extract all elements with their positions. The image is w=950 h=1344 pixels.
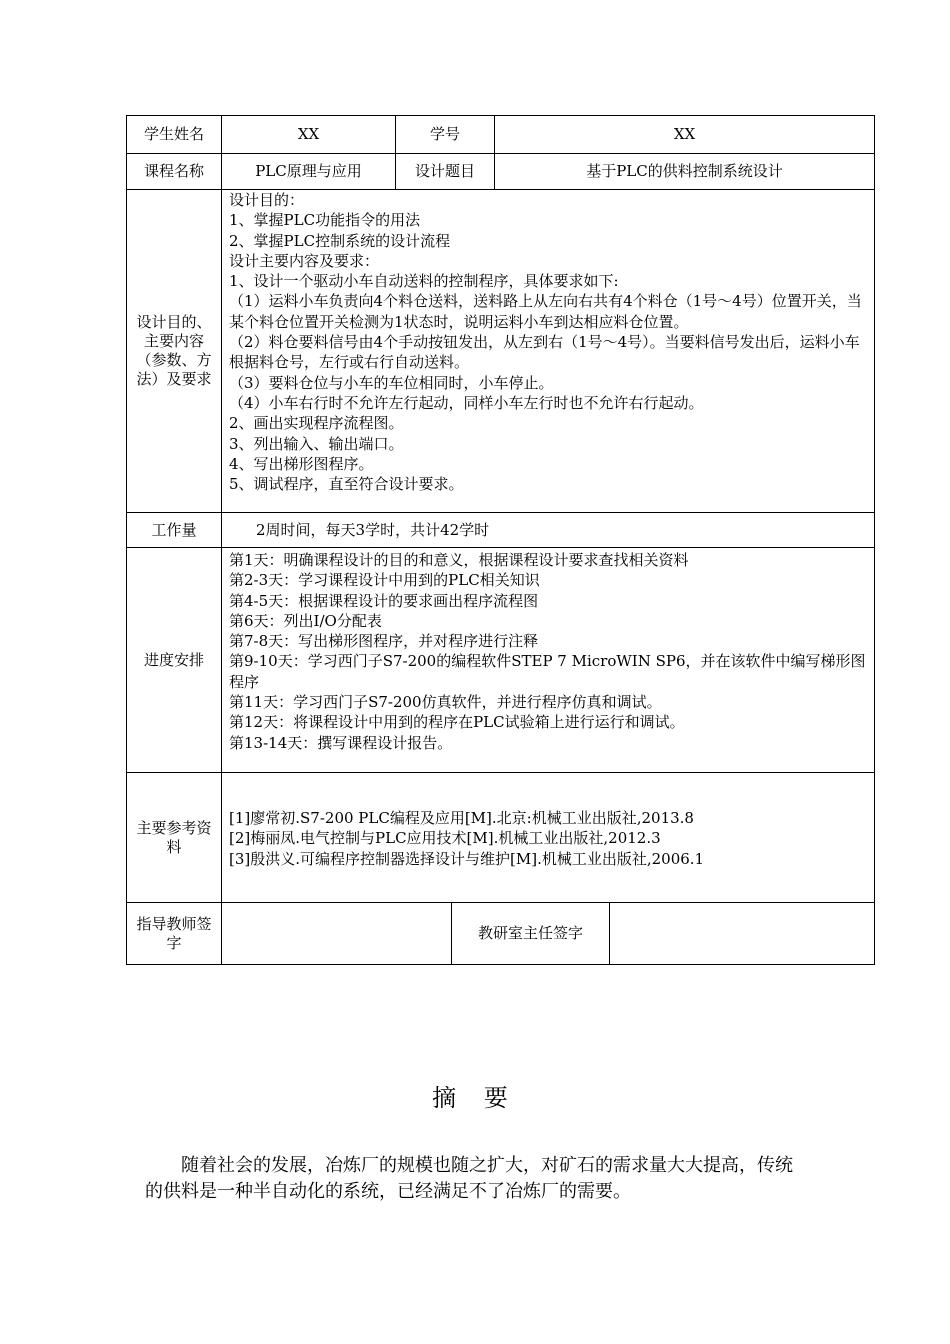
design-line: （4）小车右行时不允许左行起动，同样小车左行时也不允许右行起动。 — [229, 393, 704, 412]
schedule-content — [229, 550, 870, 753]
schedule-line: 第7-8天：写出梯形图程序，并对程序进行注释 — [229, 632, 539, 651]
design-line: 2、画出实现程序流程图。 — [229, 414, 404, 433]
design-line: 2、掌握PLC控制系统的设计流程 — [229, 231, 451, 250]
student-id-value: XX — [673, 125, 696, 143]
schedule-line: 第4-5天：根据课程设计的要求画出程序流程图 — [229, 591, 539, 610]
references-content — [229, 808, 870, 869]
design-line: 3、列出输入、输出端口。 — [229, 434, 404, 453]
course-name-value: PLC原理与应用 — [255, 162, 362, 180]
schedule-line: 第9-10天：学习西门子S7-200的编程软件STEP 7 MicroWIN SP6，并在该软件中编写梯形图程序 — [229, 652, 866, 691]
schedule-line: 第1天：明确课程设计的目的和意义，根据课程设计要求查找相关资料 — [229, 551, 689, 569]
design-line: （2）料仓要料信号由4个手动按钮发出，从左到右（1号～4号）。当要料信号发出后，运料小车根据料仓号，左行或右行自动送料。 — [229, 333, 860, 372]
design-line: 设计目的： — [229, 191, 305, 209]
workload-value: 2周时间，每天3学时，共计42学时 — [256, 521, 490, 539]
design-content — [229, 190, 870, 494]
student-name-label: 学生姓名 — [143, 125, 204, 143]
director-signature-label: 教研室主任签字 — [477, 924, 583, 942]
design-topic-value: 基于PLC的供料控制系统设计 — [586, 162, 783, 180]
design-line: 5、调试程序，直至符合设计要求。 — [229, 475, 464, 494]
design-section-label: 设计目的、主要内容（参数、方法）及要求 — [136, 313, 212, 388]
teacher-signature-field[interactable] — [222, 903, 451, 964]
design-line: （3）要料仓位与小车的车位相同时，小车停止。 — [229, 373, 554, 392]
design-line: 1、掌握PLC功能指令的用法 — [229, 211, 421, 230]
design-line: 4、写出梯形图程序。 — [229, 454, 374, 473]
schedule-line: 第6天：列出I/O分配表 — [229, 611, 382, 630]
references-label: 主要参考资料 — [136, 818, 212, 856]
schedule-line: 第2-3天：学习课程设计中用到的PLC相关知识 — [229, 571, 540, 590]
director-signature-field[interactable] — [610, 903, 874, 964]
reference-item: [2]梅丽凤.电气控制与PLC应用技术[M].机械工业出版社,2012.3 — [229, 829, 661, 848]
student-id-label: 学号 — [429, 125, 460, 143]
schedule-line: 第13-14天：撰写课程设计报告。 — [229, 733, 453, 752]
design-line: 设计主要内容及要求： — [229, 251, 380, 270]
reference-item: [1]廖常初.S7-200 PLC编程及应用[M].北京:机械工业出版社,2013.8 — [229, 809, 694, 827]
student-name-value: XX — [297, 125, 320, 143]
design-line: 1、设计一个驱动小车自动送料的控制程序，具体要求如下: — [229, 272, 619, 291]
reference-item: [3]殷洪义.可编程序控制器选择设计与维护[M].机械工业出版社,2006.1 — [229, 849, 705, 868]
workload-label: 工作量 — [151, 520, 197, 539]
course-name-label: 课程名称 — [143, 162, 204, 180]
teacher-signature-label: 指导教师签字 — [136, 914, 212, 952]
schedule-line: 第12天：将课程设计中用到的程序在PLC试验箱上进行运行和调试。 — [229, 713, 685, 732]
design-line: （1）运料小车负责向4个料仓送料，送料路上从左向右共有4个料仓（1号～4号）位置开关，当某个料仓位置开关检测为1状态时，说明运料小车到达相应料仓位置。 — [229, 292, 862, 331]
abstract-title: 摘 要 — [432, 1084, 518, 1112]
schedule-line: 第11天：学习西门子S7-200仿真软件，并进行程序仿真和调试。 — [229, 693, 662, 712]
schedule-label: 进度安排 — [143, 650, 204, 669]
design-topic-label: 设计题目 — [414, 162, 475, 180]
abstract-paragraph: 随着社会的发展，冶炼厂的规模也随之扩大，对矿石的需求量大大提高，传统的供料是一种半自动化的系统，已经满足不了冶炼厂的需要。 — [145, 1155, 793, 1202]
